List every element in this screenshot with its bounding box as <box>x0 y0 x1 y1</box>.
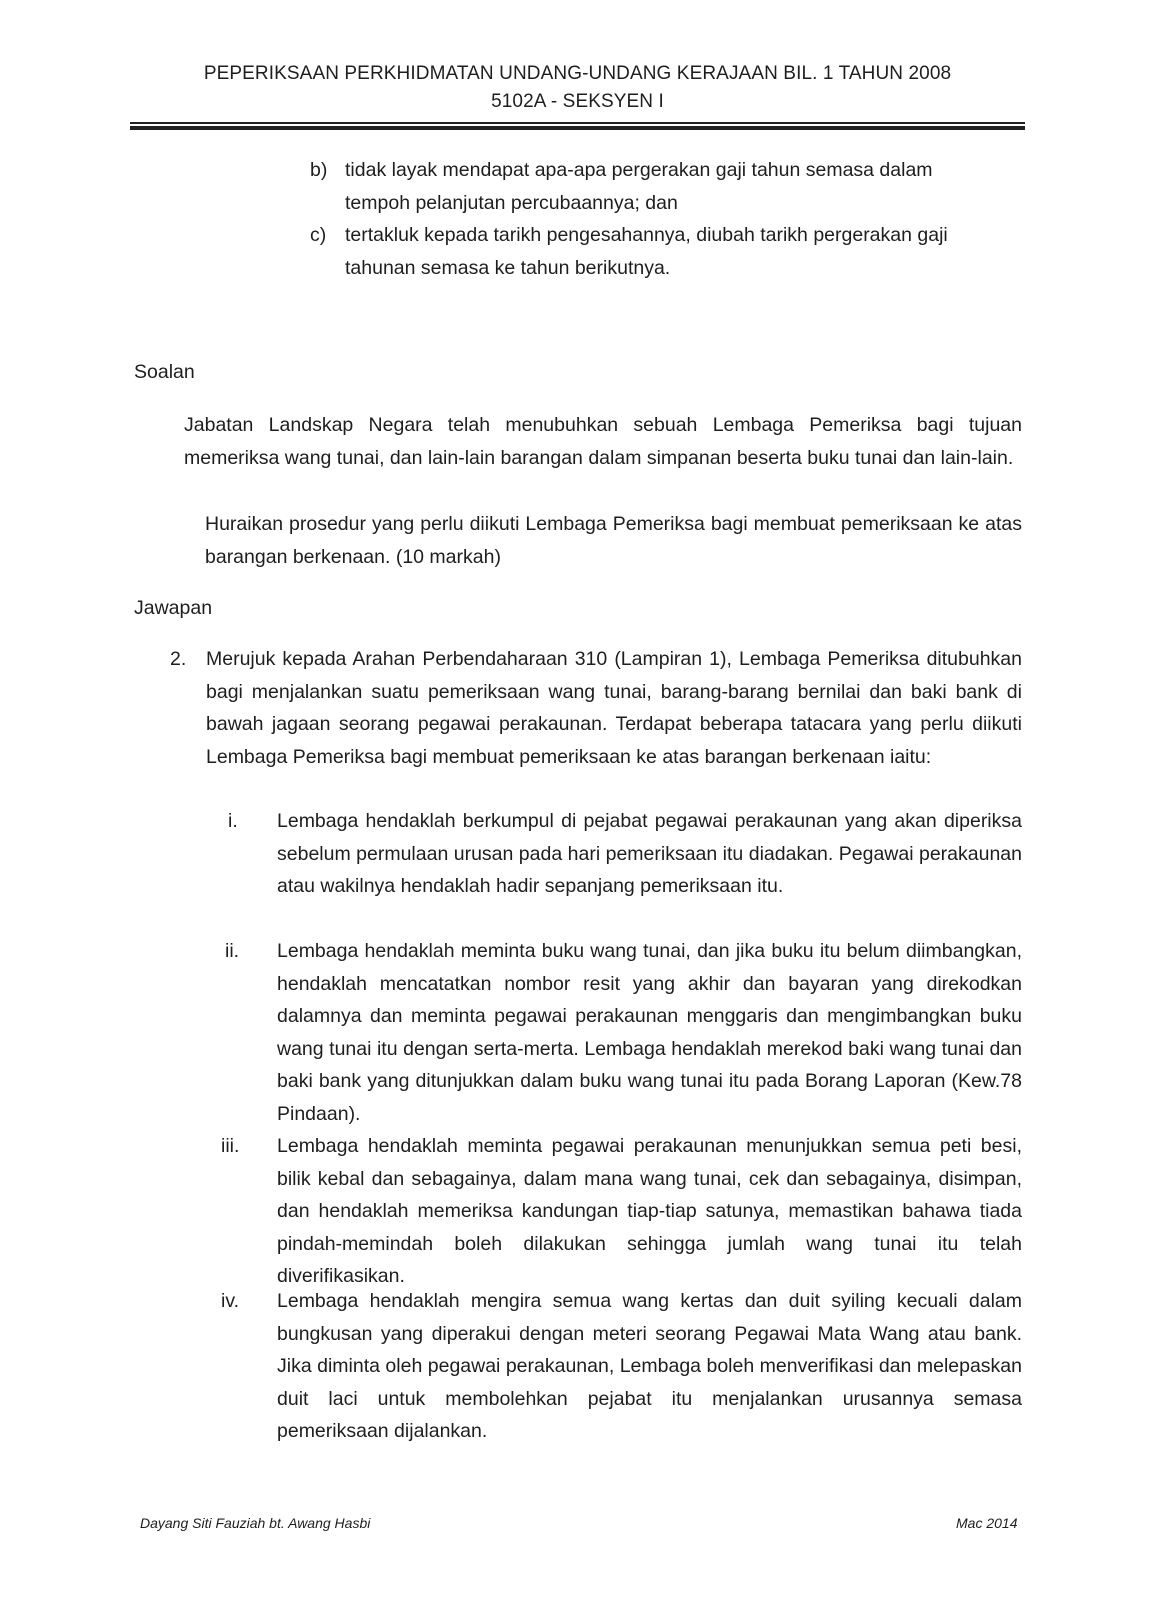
footer-date: Mac 2014 <box>956 1515 1018 1531</box>
answer-item-iii-marker: iii. <box>221 1135 240 1157</box>
answer-item-i-text: Lembaga hendaklah berkumpul di pejabat pegawai perakaunan yang akan diperiksa sebelum permulaan urusan pada hari pemeriksaan itu diadakan. Pegawai perakaunan atau wakilnya hendaklah hadir sepanjang pemeriksaan itu. <box>277 810 1022 897</box>
prev-item-b-text: tidak layak mendapat apa-apa pergerakan gaji tahun semasa dalam tempoh pelanjutan percubaannya; dan <box>345 159 933 214</box>
answer-item-iv-marker: iv. <box>221 1290 240 1312</box>
header-divider-thin <box>130 122 1025 124</box>
answer-item-i-marker: i. <box>228 810 238 832</box>
answer-number: 2. <box>170 648 187 670</box>
answer-item-iv-text: Lembaga hendaklah mengira semua wang kertas dan duit syiling kecuali dalam bungkusan yang diperakui dengan meteri seorang Pegawai Mata Wang atau bank. Jika diminta oleh pegawai perakaunan, Lembaga boleh menverifikasi dan melepaskan duit laci untuk membolehkan pejabat itu menjalankan urusannya semasa pemeriksaan dijalankan. <box>277 1290 1022 1442</box>
question-heading: Soalan <box>134 361 195 383</box>
header-divider-thick <box>130 126 1025 130</box>
answer-heading: Jawapan <box>134 597 213 619</box>
question-instruction: Huraikan prosedur yang perlu diikuti Lembaga Pemeriksa bagi membuat pemeriksaan ke atas barangan berkenaan. (10 markah) <box>205 513 1022 568</box>
page-header <box>130 60 1025 116</box>
answer-intro: Merujuk kepada Arahan Perbendaharaan 310 (Lampiran 1), Lembaga Pemeriksa ditubuhkan bagi menjalankan suatu pemeriksaan wang tunai, barang-barang bernilai dan baki bank di bawah jagaan seorang pegawai perakaunan. Terdapat beberapa tatacara yang perlu diikuti Lembaga Pemeriksa bagi membuat pemeriksaan ke atas barangan berkenaan iaitu: <box>206 648 1022 768</box>
prev-item-b-marker: b) <box>310 159 328 181</box>
answer-item-ii-marker: ii. <box>225 940 240 962</box>
prev-item-c-text: tertakluk kepada tarikh pengesahannya, diubah tarikh pergerakan gaji tahunan semasa ke tahun berikutnya. <box>345 224 948 279</box>
footer-author: Dayang Siti Fauziah bt. Awang Hasbi <box>140 1515 371 1531</box>
answer-item-iii-text: Lembaga hendaklah meminta pegawai perakaunan menunjukkan semua peti besi, bilik kebal dan sebagainya, dalam mana wang tunai, cek dan sebagainya, disimpan, dan hendaklah memeriksa kandungan tiap-tiap satunya, memastikan bahawa tiada pindah-memindah boleh dilakukan sehingga jumlah wang tunai itu telah diverifikasikan. <box>277 1135 1022 1287</box>
answer-item-ii-text: Lembaga hendaklah meminta buku wang tunai, dan jika buku itu belum diimbangkan, hendaklah mencatatkan nombor resit yang akhir dan bayaran yang direkodkan dalamnya dan meminta pegawai perakaunan menggaris dan mengimbangkan buku wang tunai itu dengan serta-merta. Lembaga hendaklah merekod baki wang tunai dan baki bank yang ditunjukkan dalam buku wang tunai itu pada Borang Laporan (Kew.78 Pindaan). <box>277 940 1022 1125</box>
header-title: PEPERIKSAAN PERKHIDMATAN UNDANG-UNDANG KERAJAAN BIL. 1 TAHUN 2008 <box>203 63 952 84</box>
question-paragraph: Jabatan Landskap Negara telah menubuhkan sebuah Lembaga Pemeriksa bagi tujuan memeriksa wang tunai, dan lain-lain barangan dalam simpanan beserta buku tunai dan lain-lain. <box>184 414 1022 469</box>
prev-item-c-marker: c) <box>310 224 327 246</box>
header-subtitle: 5102A - SEKSYEN I <box>491 91 664 112</box>
